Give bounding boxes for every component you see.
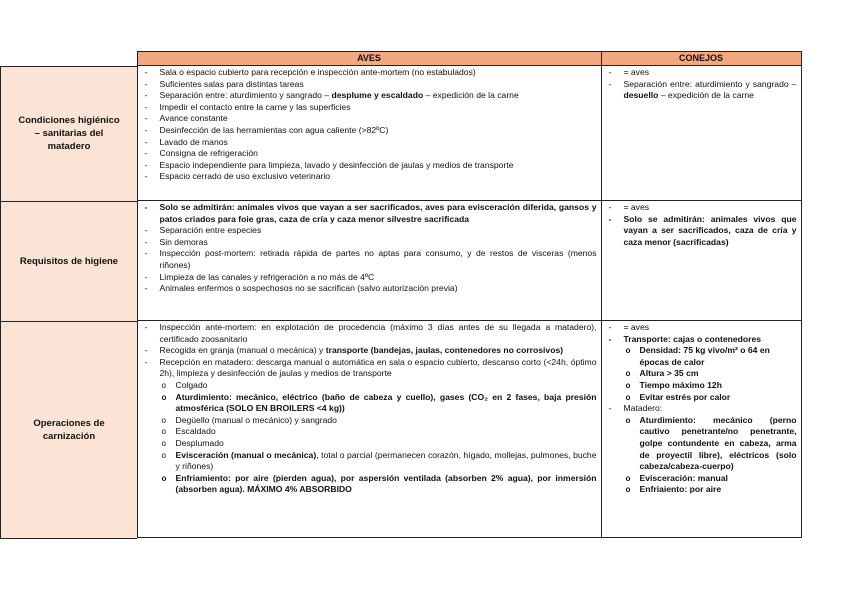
- list-item: [606, 79, 797, 102]
- cell-aves-operaciones: [137, 321, 601, 538]
- sub-list-item: o Evitar estrés por calor: [606, 392, 797, 404]
- list-item: - Recepción en matadero: descarga manual o automática en sala o espacio cubierto, descanso corto (<24h, óptimo 2h), limpieza y desinfección de jaulas y medios de transporte: [142, 357, 597, 380]
- text-part: Recogida en granja (manual o mecánica) y: [159, 345, 326, 356]
- sub-list-item: o Altura > 35 cm: [606, 368, 797, 380]
- cell-conejos-requisitos: [601, 201, 801, 321]
- list-item: - Sala o espacio cubierto para recepción e inspección ante-mortem (no estabulados): [142, 67, 597, 79]
- list-item: - Matadero:: [606, 403, 797, 415]
- list-item: - Solo se admitirán: animales vivos que vayan a ser sacrificados, aves para evisceración diferida, gansos y patos criados para foie gras, caza de cría y caza menor silvestre sacrificada: [142, 202, 597, 225]
- list-item: - Limpieza de las canales y refrigeración a no más de 4ºC: [142, 272, 597, 284]
- sub-list-item: o Enfriaiento: por aire: [606, 484, 797, 496]
- sub-list-item: o Escaldado: [142, 426, 597, 438]
- list-item: - Consigna de refrigeración: [142, 148, 597, 160]
- row-label-operaciones: Operaciones de carnización: [0, 321, 137, 539]
- hygiene-table: [18, 51, 802, 538]
- list-item: - Desinfección de las herramientas con agua caliente (>82ºC): [142, 125, 597, 137]
- text-bold: desuello: [623, 90, 659, 101]
- sub-list-item: o Aturdimiento: mecánico (perno cautivo penetrante/no penetrante, golpe contundente en cabeza, arma de proyectil libre), eléctricos (solo cabeza/cabeza-cuerpo): [606, 415, 797, 473]
- cell-aves-requisitos: [137, 201, 601, 321]
- list-item: - = aves: [606, 67, 797, 79]
- text-part: Separación entre: aturdimiento y sangrado –: [159, 90, 332, 101]
- row-label-requisitos: Requisitos de higiene: [0, 201, 137, 322]
- header-conejos: CONEJOS: [601, 52, 801, 66]
- list-item: - Separación entre especies: [142, 225, 597, 237]
- list-item: - Inspección ante-mortem: en explotación de procedencia (máximo 3 días antes de su llegada a matadero), certificado zoosanitario: [142, 322, 597, 345]
- list-item: [142, 90, 597, 102]
- table-row: [137, 66, 801, 201]
- cell-conejos-condiciones: [601, 66, 801, 201]
- text-bold: Evisceración (manual o mecánica): [175, 449, 317, 460]
- sub-list-item: [142, 450, 597, 473]
- list-item: - Sin demoras: [142, 237, 597, 249]
- list-item: - Impedir el contacto entre la carne y las superficies: [142, 102, 597, 114]
- cell-conejos-operaciones: [601, 321, 801, 538]
- table-row: [137, 321, 801, 538]
- table-header-row: [137, 52, 801, 66]
- cell-aves-condiciones: [137, 66, 601, 201]
- sub-list-item: o Enfriamiento: por aire (pierden agua), por aspersión ventilada (absorben 2% agua), por inmersión (absorben agua). MÁXIMO 4% ABSORBIDO: [142, 473, 597, 496]
- header-aves: AVES: [137, 52, 601, 66]
- list-item: - Espacio cerrado de uso exclusivo veterinario: [142, 171, 597, 183]
- sub-list-item: o Aturdimiento: mecánico, eléctrico (baño de cabeza y cuello), gases (CO₂ en 2 fases, baja presión atmosférica (SOLO EN BROILERS <4 kg)): [142, 392, 597, 415]
- text-bold: transporte (bandejas, jaulas, contenedores no corrosivos): [325, 345, 564, 356]
- text-part: , total o parcial (permanecen corazón, hígado, mollejas, pulmones, buche y riñones): [175, 449, 597, 472]
- list-item: - = aves: [606, 202, 797, 214]
- sub-list-item: o Densidad: 75 kg vivo/m² o 64 en épocas de calor: [606, 345, 797, 368]
- list-item: - Espacio independiente para limpieza, lavado y desinfección de jaulas y medios de transporte: [142, 160, 597, 172]
- list-item: - Animales enfermos o sospechosos no se sacrifican (salvo autorización previa): [142, 283, 597, 295]
- list-item: - Solo se admitirán: animales vivos que vayan a ser sacrificados, caza de cría y caza menor (sacrificadas): [606, 214, 797, 249]
- sub-list-item: o Evisceración: manual: [606, 473, 797, 485]
- sub-list-item: o Tiempo máximo 12h: [606, 380, 797, 392]
- list-item: [142, 345, 597, 357]
- list-item: - Inspección post-mortem: retirada rápida de partes no aptas para consumo, y de restos de visceras (menos riñones): [142, 248, 597, 271]
- text-part: Separación entre: aturdimiento y sangrado –: [623, 78, 797, 89]
- list-item: - Avance constante: [142, 113, 597, 125]
- sub-list-item: o Degüello (manual o mecánico) y sangrado: [142, 415, 597, 427]
- list-item: - Lavado de manos: [142, 137, 597, 149]
- text-part: – expedición de la carne: [658, 90, 754, 101]
- row-label-condiciones: Condiciones higiénico – sanitarias del matadero: [0, 66, 137, 202]
- list-item: - Suficientes salas para distintas tareas: [142, 79, 597, 91]
- list-item: - = aves: [606, 322, 797, 334]
- sub-list-item: o Colgado: [142, 380, 597, 392]
- text-part: – expedición de la carne: [423, 90, 519, 101]
- text-bold: desplume y escaldado: [331, 90, 424, 101]
- table-row: [137, 201, 801, 321]
- sub-list-item: o Desplumado: [142, 438, 597, 450]
- list-item: - Transporte: cajas o contenedores: [606, 334, 797, 346]
